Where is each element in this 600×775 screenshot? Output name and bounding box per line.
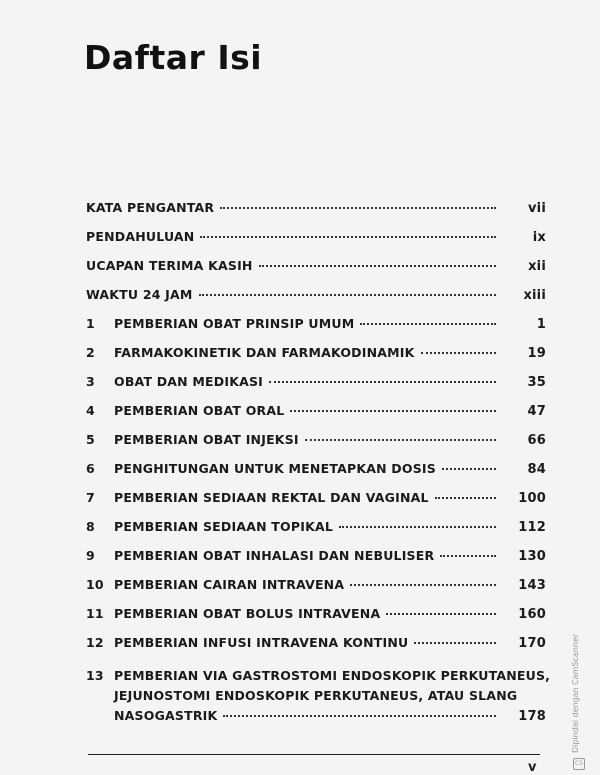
toc-entry[interactable]	[86, 258, 546, 287]
toc-entry-page: vii	[528, 201, 546, 216]
toc-entry-page: 66	[527, 433, 546, 448]
leader-dots	[386, 613, 496, 615]
table-of-contents	[86, 200, 551, 728]
leader-dots	[442, 468, 496, 470]
chapter-number: 10	[86, 577, 104, 592]
toc-entry-page: 178	[518, 709, 546, 724]
chapter-number: 11	[86, 606, 104, 621]
chapter-number: 3	[86, 374, 95, 389]
leader-dots	[440, 555, 496, 557]
leader-dots	[200, 236, 496, 238]
toc-entry-label: PEMBERIAN SEDIAAN TOPIKAL	[114, 519, 333, 534]
leader-dots	[199, 294, 496, 296]
toc-entry-page: 130	[518, 549, 546, 564]
chapter-number: 12	[86, 635, 104, 650]
toc-entry-page: 100	[518, 491, 546, 506]
toc-entry[interactable]	[86, 577, 546, 606]
toc-entry-page: xiii	[523, 288, 546, 303]
leader-dots	[414, 642, 496, 644]
toc-entry-label-line: NASOGASTRIK	[114, 708, 218, 723]
chapter-number: 2	[86, 345, 95, 360]
toc-entry[interactable]	[86, 635, 546, 664]
toc-entry-page: ix	[532, 230, 546, 245]
toc-entry[interactable]	[86, 287, 546, 316]
toc-entry-page: 170	[518, 636, 546, 651]
toc-entry-label: OBAT DAN MEDIKASI	[114, 374, 264, 389]
toc-entry[interactable]	[86, 316, 546, 345]
toc-entry-label: PENDAHULUAN	[86, 229, 195, 244]
toc-entry-page: 160	[518, 607, 546, 622]
toc-entry-page: 143	[518, 578, 546, 593]
chapter-number: 7	[86, 490, 95, 505]
toc-entry[interactable]	[86, 519, 546, 548]
toc-entry-label: PEMBERIAN CAIRAN INTRAVENA	[114, 577, 345, 592]
scanner-watermark: Dipindai dengan CamScanner	[571, 633, 580, 753]
toc-entry[interactable]	[86, 606, 546, 635]
toc-entry[interactable]	[86, 200, 546, 229]
toc-entry-label: UCAPAN TERIMA KASIH	[86, 258, 253, 273]
toc-entry[interactable]	[86, 548, 546, 577]
leader-dots	[290, 410, 496, 412]
toc-entry-label: PEMBERIAN SEDIAAN REKTAL DAN VAGINAL	[114, 490, 429, 505]
chapter-number: 4	[86, 403, 95, 418]
bottom-rule	[88, 754, 540, 755]
toc-entry[interactable]	[86, 374, 546, 403]
leader-dots	[223, 715, 496, 717]
leader-dots	[269, 381, 496, 383]
leader-dots	[360, 323, 496, 325]
toc-entry-label: PEMBERIAN OBAT INHALASI DAN NEBULISER	[114, 548, 435, 563]
toc-entry[interactable]	[86, 668, 551, 728]
chapter-number: 5	[86, 432, 95, 447]
toc-entry[interactable]	[86, 432, 546, 461]
toc-entry-label: KATA PENGANTAR	[86, 200, 215, 215]
toc-entry-label: PENGHITUNGAN UNTUK MENETAPKAN DOSIS	[114, 461, 436, 476]
page-title: Daftar Isi	[84, 38, 263, 77]
chapter-number: 13	[86, 668, 104, 683]
toc-entry-label: WAKTU 24 JAM	[86, 287, 193, 302]
toc-entry-page: 1	[536, 317, 546, 332]
toc-entry[interactable]	[86, 461, 546, 490]
chapter-number: 6	[86, 461, 95, 476]
leader-dots	[220, 207, 496, 209]
leader-dots	[339, 526, 496, 528]
camscanner-logo-icon: CS	[573, 758, 585, 770]
toc-entry-page: 112	[518, 520, 546, 535]
toc-entry-page: 35	[527, 375, 546, 390]
toc-entry-page: 84	[527, 462, 546, 477]
toc-entry-label: FARMAKOKINETIK DAN FARMAKODINAMIK	[114, 345, 415, 360]
page-folio: v	[528, 760, 537, 775]
toc-entry-label: PEMBERIAN OBAT ORAL	[114, 403, 285, 418]
toc-entry[interactable]	[86, 403, 546, 432]
chapter-number: 8	[86, 519, 95, 534]
leader-dots	[421, 352, 497, 354]
chapter-number: 9	[86, 548, 95, 563]
toc-entry[interactable]	[86, 490, 546, 519]
leader-dots	[305, 439, 496, 441]
leader-dots	[350, 584, 496, 586]
toc-entry-page: 19	[527, 346, 546, 361]
leader-dots	[435, 497, 496, 499]
toc-entry-label: PEMBERIAN OBAT BOLUS INTRAVENA	[114, 606, 381, 621]
toc-entry-label-line: PEMBERIAN VIA GASTROSTOMI ENDOSKOPIK PERKUTANEUS,	[114, 668, 551, 683]
toc-entry-page: 47	[527, 404, 546, 419]
toc-entry-label: PEMBERIAN OBAT INJEKSI	[114, 432, 299, 447]
toc-entry[interactable]	[86, 345, 546, 374]
toc-entry-label-line: JEJUNOSTOMI ENDOSKOPIK PERKUTANEUS, ATAU SLANG	[114, 688, 518, 703]
toc-entry-label: PEMBERIAN INFUSI INTRAVENA KONTINU	[114, 635, 409, 650]
toc-entry[interactable]	[86, 229, 546, 258]
toc-entry-label: PEMBERIAN OBAT PRINSIP UMUM	[114, 316, 355, 331]
leader-dots	[259, 265, 496, 267]
chapter-number: 1	[86, 316, 95, 331]
toc-entry-page: xii	[528, 259, 546, 274]
